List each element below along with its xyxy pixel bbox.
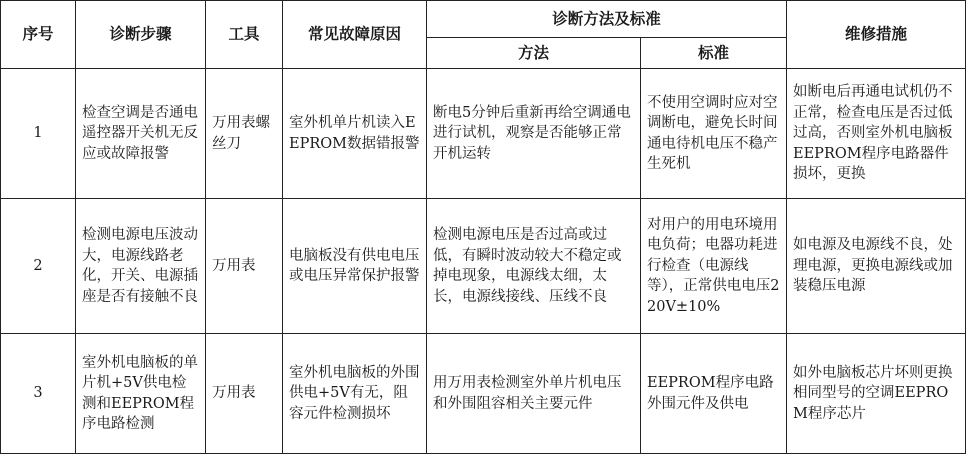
table-row xyxy=(1,199,966,334)
row-method: 断电5分钟后重新再给空调通电进行试机，观察是否能够正常开机运转 xyxy=(427,69,641,199)
row-cause: 电脑板没有供电电压或电压异常保护报警 xyxy=(283,199,427,334)
row-method: 检测电源电压是否过高或过低，有瞬时波动较大不稳定或掉电现象，电源线太细，太长，电源线接线、压线不良 xyxy=(427,199,641,334)
header-step: 诊断步骤 xyxy=(76,1,206,69)
row-cause: 室外机电脑板的外围供电+5V有无，阻容元件检测损坏 xyxy=(283,334,427,454)
row-tool: 万用表 xyxy=(206,199,283,334)
row-repair: 如外电脑板芯片坏则更换相同型号的空调EEPROM程序芯片 xyxy=(787,334,966,454)
header-method: 方法 xyxy=(427,38,641,69)
table-row xyxy=(1,69,966,199)
row-standard: 不使用空调时应对空调断电，避免长时间通电待机电压不稳产生死机 xyxy=(641,69,787,199)
header-repair: 维修措施 xyxy=(787,1,966,69)
header-cause: 常见故障原因 xyxy=(283,1,427,69)
row-repair: 如电源及电源线不良，处理电源，更换电源线或加装稳压电源 xyxy=(787,199,966,334)
header-standard: 标准 xyxy=(641,38,787,69)
row-standard: 对用户的用电环境用电负荷；电器功耗进行检查（电源线等），正常供电电压220V±10% xyxy=(641,199,787,334)
row-step: 室外机电脑板的单片机+5V供电检测和EEPROM程序电路检测 xyxy=(76,334,206,454)
row-standard: EEPROM程序电路外围元件及供电 xyxy=(641,334,787,454)
table-row xyxy=(1,334,966,454)
header-seq: 序号 xyxy=(1,1,76,69)
row-step: 检测电源电压波动大，电源线路老化，开关、电源插座是否有接触不良 xyxy=(76,199,206,334)
header-row-top xyxy=(1,1,966,38)
row-seq: 2 xyxy=(1,199,76,334)
row-tool: 万用表 xyxy=(206,334,283,454)
header-tool: 工具 xyxy=(206,1,283,69)
row-seq: 3 xyxy=(1,334,76,454)
header-method-group: 诊断方法及标准 xyxy=(427,1,787,38)
row-step: 检查空调是否通电遥控器开关机无反应或故障报警 xyxy=(76,69,206,199)
row-cause: 室外机单片机读入EEPROM数据错报警 xyxy=(283,69,427,199)
row-repair: 如断电后再通电试机仍不正常，检查电压是否过低过高，否则室外机电脑板EEPROM程序电路器件损坏，更换 xyxy=(787,69,966,199)
row-tool: 万用表螺丝刀 xyxy=(206,69,283,199)
row-seq: 1 xyxy=(1,69,76,199)
row-method: 用万用表检测室外单片机电压和外围阻容相关主要元件 xyxy=(427,334,641,454)
